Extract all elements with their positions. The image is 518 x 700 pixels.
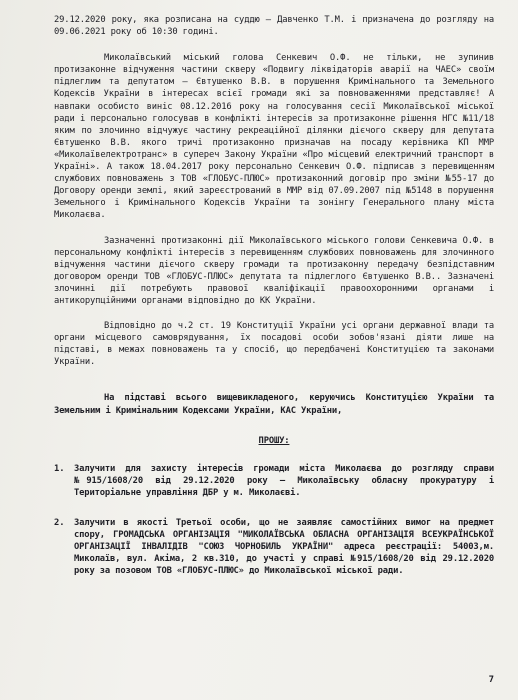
request-text: Залучити для захисту інтересів громади міста Миколаєва до розгляду справи №915/1608/20 від 29.12.2020 року – Миколаївську обласну прокуратуру і Територіальне управління ДБР у м. Миколаєві. [74,463,494,498]
paragraph-constitution: Відповідно до ч.2 ст. 19 Конституції України усі органи державної влади та органи місцевого самоврядування, їх посадові особи зобов'язані діяти лише на підставі, в межах повноважень та у спосіб, що передбачені Конституцією та законами України. [54,321,494,368]
request-heading: ПРОШУ: [258,435,290,446]
request-number: 1. [54,463,65,474]
page-number: 7 [488,675,494,685]
request-number: 2. [54,518,65,528]
paragraph-mayor-actions: Миколаївський міський голова Сенкевич О.Ф. не тільки, не зупинив протизаконне відчуження частини скверу «Подвигу ліквідаторів аварії на ЧАЕС» своїм підлеглим та депутатом – Євтушенко В.В. в порушення Кримінального та Земельного Кодексів України в інтересах всієї громади які за повноваженнями представляє! А навпаки особисто виніс 08.12.2016 року на голосування сесії Миколаївської міської ради і персонально голосував в конфлікті інтересів за протизаконне рішення НГС №11/18 яким по злочинно відчужує частину рекреаційної ділянки дієчого скверу для депутата Євтушенко В.В. якого тричі протизаконно призначав на посаду керівника КП ММР «Миколаївелектротранс» в супереч Закону України «Про місцевий електричний транспорт в Україні». А також 18.04.2017 року персонально Сенкевич О.Ф. підписав з перевищенням службових повноважень з ТОВ «ГЛОБУС-ПЛЮС» протизаконний договір про зміни №55-17 до Договору оренди землі, який зареєстрований в ММР від 07.09.2007 під №5148 в порушення Земельного і Кримінального Кодексів України та зонінгу Генерального плану міста Миколаєва. [54,53,494,221]
request-list [54,463,494,578]
request-item [54,463,494,499]
request-text: Залучити в якості Третьої особи, що не заявляє самостійних вимог на предмет спору, ГРОМАДСЬКА ОРГАНІЗАЦІЯ "МИКОЛАЇВСЬКА ОБЛАСНА ОРГАНІЗАЦІЯ ВСЕУКРАЇНСЬКОЇ ОРГАНІЗАЦІЇ ІНВАЛІДІВ "СОЮЗ ЧОРНОБИЛЬ УКРАЇНИ" адреса реєстрації: 54003,м. Миколаїв, вул. Акіма, 2 кв.310, до участі у справі №915/1608/20 від 29.12.2020 року за позовом ТОВ «ГЛОБУС-ПЛЮС» до Миколаївської міської ради. [74,518,494,577]
intro-paragraph: 29.12.2020 року, яка розписана на суддю – Давченко Т.М. і призначена до розгляду на 09.06.2021 року об 10:30 годині. [54,15,494,38]
paragraph-basis: На підставі всього вищевикладеного, керуючись Конституцією України та Земельним і Кримінальним Кодексами України, КАС України, [54,393,494,416]
request-item [54,517,494,577]
document-body [54,0,494,577]
paragraph-illegal-actions: Зазначенні протизаконні дії Миколаївського міського голови Сенкевича О.Ф. в персональному конфлікті інтересів з перевищенням службових повноважень для злочинного відчуження частини дієчого скверу громади та протизаконну передачу безпідставним договором оренди ТОВ «ГЛОБУС-ПЛЮС» депутата та підлеглого Євтушенко В.В.. Зазначені злочинні дії потребують правової кваліфікації правоохоронними органами і антикорупційними органами відповідно до КК України. [54,235,494,306]
